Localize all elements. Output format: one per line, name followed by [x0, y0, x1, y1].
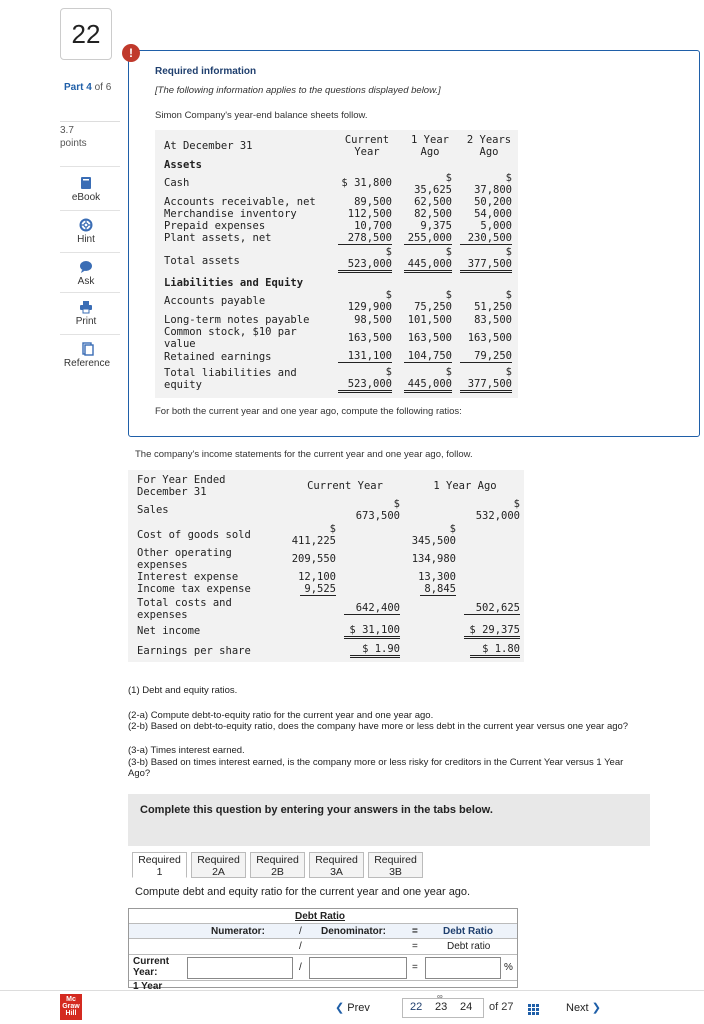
ar-c3: 50,200	[474, 196, 512, 208]
ap-c3: 51,250	[474, 301, 512, 313]
tab-required-2a[interactable]	[191, 852, 246, 878]
logo-line: Mc	[66, 996, 76, 1003]
ni-c1: $ 31,100	[344, 624, 400, 639]
ebook-button[interactable]	[60, 176, 112, 203]
reference-button[interactable]	[58, 342, 116, 369]
prepaid-c1: 10,700	[354, 220, 392, 232]
divider	[60, 252, 120, 253]
next-label: Next	[566, 1002, 589, 1014]
page-count: of 27	[489, 1001, 514, 1013]
tab-label: Required	[138, 854, 181, 866]
dollar-sign: $	[385, 366, 392, 378]
tc-label-1: Total costs and	[137, 597, 232, 609]
tax-c2: 8,845	[420, 583, 456, 596]
page-24[interactable]: 24	[460, 1001, 473, 1013]
oe-label-1: Other operating	[137, 547, 232, 559]
cogs-c1: 411,225	[291, 535, 336, 547]
question-1: (1) Debt and equity ratios.	[128, 685, 238, 696]
grid-view-icon[interactable]	[528, 1002, 539, 1013]
cs-label-1: Common stock, $10 par	[164, 326, 297, 338]
total-assets-c3: 377,500	[460, 258, 512, 273]
divider	[60, 292, 120, 293]
complete-instruction: Complete this question by entering your answers in the tabs below.	[128, 794, 650, 846]
printer-icon	[79, 300, 93, 314]
ltnp-c2: 101,500	[407, 314, 452, 326]
income-statement-intro: The company's income statements for the current year and one year ago, follow.	[135, 449, 473, 460]
row-label-current: Current	[133, 956, 170, 967]
dollar-sign: $	[505, 172, 512, 184]
tc-c1: 642,400	[344, 602, 400, 615]
ebook-label: eBook	[71, 192, 101, 203]
cash-c1: $ 31,800	[341, 177, 392, 189]
ask-button[interactable]	[60, 260, 112, 287]
alert-icon: !	[122, 44, 140, 62]
page-23[interactable]: 23	[435, 1001, 448, 1013]
tab-required-3b[interactable]	[368, 852, 423, 878]
divide-symbol: /	[299, 941, 302, 952]
percent-sign: %	[504, 962, 513, 973]
points-label: points	[60, 138, 87, 149]
tab-label: Required	[315, 854, 358, 866]
equals-symbol: =	[412, 962, 418, 973]
divider	[60, 210, 120, 211]
tab-required-1[interactable]	[132, 852, 187, 878]
cs-c3: 163,500	[467, 332, 512, 344]
result-header: Debt Ratio	[443, 926, 493, 937]
part-of: of 6	[94, 82, 112, 93]
tab-label: Required	[374, 854, 417, 866]
bs-col3-b: Ago	[479, 146, 499, 158]
question-2b: (2-b) Based on debt-to-equity ratio, does the company have more or less debt in the current year versus one year ago?	[128, 721, 629, 732]
dollar-sign: $	[449, 523, 456, 535]
points	[60, 124, 87, 150]
ni-c2: $ 29,375	[464, 624, 520, 639]
dollar-sign: $	[505, 366, 512, 378]
dollar-sign: $	[513, 498, 520, 510]
tab-required-2b[interactable]	[250, 852, 305, 878]
assets-heading: Assets	[164, 159, 202, 171]
bs-col1-a: Current	[344, 134, 390, 146]
footer-divider	[0, 990, 704, 991]
dollar-sign: $	[445, 366, 452, 378]
ar-label: Accounts receivable, net	[164, 196, 316, 208]
is-header-label-1: For Year Ended	[137, 474, 226, 486]
ltnp-label: Long-term notes payable	[164, 314, 310, 326]
dollar-sign: $	[393, 498, 400, 510]
dollar-sign: $	[329, 523, 336, 535]
inv-c1: 112,500	[347, 208, 392, 220]
is-header-label-2: December 31	[137, 486, 207, 498]
cash-c3: 37,800	[474, 184, 512, 196]
ie-c1: 12,100	[298, 571, 336, 583]
prev-button[interactable]	[335, 1001, 370, 1014]
question-3b-cont: Ago?	[128, 768, 151, 779]
tc-c2: 502,625	[464, 602, 520, 615]
denominator-header: Denominator:	[321, 926, 386, 937]
tax-label: Income tax expense	[137, 583, 251, 595]
tab-label: Required	[256, 854, 299, 866]
tc-label-2: expenses	[137, 609, 188, 621]
ratio-instruction: For both the current year and one year ago, compute the following ratios:	[155, 406, 462, 417]
plant-c1: 278,500	[338, 232, 392, 245]
current-ratio-input[interactable]	[425, 957, 501, 979]
divider	[60, 166, 120, 167]
required-info-title: Required information	[155, 66, 257, 77]
current-denominator-input[interactable]	[309, 957, 407, 979]
total-assets-c1: 523,000	[338, 258, 392, 273]
chat-bubble-icon	[79, 260, 93, 274]
prepaid-c2: 9,375	[420, 220, 452, 232]
dollar-sign: $	[385, 246, 392, 258]
is-col2-header: 1 Year Ago	[433, 480, 497, 492]
eps-c2: $ 1.80	[470, 643, 520, 658]
plant-c2: 255,000	[404, 232, 452, 245]
result-subheader: Debt ratio	[447, 941, 491, 952]
points-value: 3.7	[60, 125, 74, 136]
book-icon	[79, 176, 93, 190]
ie-label: Interest expense	[137, 571, 239, 583]
total-le-label-1: Total liabilities and	[164, 367, 297, 379]
eps-c1: $ 1.90	[350, 643, 400, 658]
equals-symbol: =	[412, 941, 418, 952]
inv-c2: 82,500	[414, 208, 452, 220]
debt-ratio-grid	[128, 908, 518, 992]
chevron-left-icon: ❮	[335, 1002, 345, 1014]
cogs-label: Cost of goods sold	[137, 529, 251, 541]
sales-c2: 532,000	[475, 510, 520, 522]
equals-symbol: =	[412, 926, 418, 937]
total-le-c3: 377,500	[460, 378, 512, 393]
prepaid-c3: 5,000	[480, 220, 512, 232]
cs-label-2: value	[164, 338, 196, 350]
grid-rule	[129, 938, 517, 939]
re-c3: 79,250	[460, 350, 512, 363]
grid-rule	[129, 954, 517, 955]
bs-header-label: At December 31	[164, 140, 253, 152]
bs-col2-b: Ago	[420, 146, 440, 158]
grid-rule	[129, 980, 517, 981]
row-label-prior: 1 Year	[133, 981, 163, 992]
tab-label: 2B	[271, 866, 284, 878]
ar-c2: 62,500	[414, 196, 452, 208]
tab-label: Required	[197, 854, 240, 866]
cs-c1: 163,500	[347, 332, 392, 344]
cogs-c2: 345,500	[411, 535, 456, 547]
reference-label: Reference	[63, 358, 111, 369]
tax-c1: 9,525	[300, 583, 336, 596]
compute-instruction: Compute debt and equity ratio for the current year and one year ago.	[135, 886, 471, 898]
ap-c2: 75,250	[414, 301, 452, 313]
question-number: 22	[60, 8, 112, 60]
chevron-right-icon: ❯	[591, 1002, 601, 1014]
eps-label: Earnings per share	[137, 645, 251, 657]
question-3b: (3-b) Based on times interest earned, is the company more or less risky for creditors in the Current Year versus 1 Year	[128, 757, 624, 768]
plant-c3: 230,500	[460, 232, 512, 245]
divide-symbol: /	[299, 926, 302, 937]
total-le-c1: 523,000	[338, 378, 392, 393]
inv-label: Merchandise inventory	[164, 208, 297, 220]
plant-label: Plant assets, net	[164, 232, 272, 244]
required-info-note: [The following information applies to the questions displayed below.]	[155, 85, 441, 96]
prepaid-label: Prepaid expenses	[164, 220, 266, 232]
total-assets-c2: 445,000	[404, 258, 452, 273]
tab-label: 2A	[212, 866, 225, 878]
hint-button[interactable]	[60, 218, 112, 245]
logo-line: Hill	[65, 1010, 77, 1017]
total-assets-label: Total assets	[164, 255, 240, 267]
ar-c1: 89,500	[354, 196, 392, 208]
tab-label: 3B	[389, 866, 402, 878]
ltnp-c1: 98,500	[354, 314, 392, 326]
next-button[interactable]	[566, 1001, 601, 1014]
reference-icon	[80, 342, 94, 356]
ie-c2: 13,300	[418, 571, 456, 583]
sales-label: Sales	[137, 504, 169, 516]
print-button[interactable]	[60, 300, 112, 327]
dollar-sign: $	[445, 246, 452, 258]
divider	[60, 334, 120, 335]
ap-c1: 129,900	[347, 301, 392, 313]
oe-label-2: expenses	[137, 559, 188, 571]
total-le-label-2: equity	[164, 379, 202, 391]
part-indicator	[64, 82, 111, 93]
inv-c3: 54,000	[474, 208, 512, 220]
ap-label: Accounts payable	[164, 295, 266, 307]
row-label-current-2: Year:	[133, 967, 158, 978]
re-c2: 104,750	[404, 350, 452, 363]
oe-c1: 209,550	[291, 553, 336, 565]
tab-required-3a[interactable]	[309, 852, 364, 878]
tab-label: 1	[156, 866, 163, 878]
sales-c1: 673,500	[355, 510, 400, 522]
ask-label: Ask	[77, 276, 95, 287]
bs-col1-b: Year	[354, 146, 380, 158]
divider	[60, 121, 120, 122]
numerator-header: Numerator:	[211, 926, 265, 937]
cash-c2: 35,625	[414, 184, 452, 196]
tab-label: 3A	[330, 866, 343, 878]
grid-title: Debt Ratio	[295, 911, 345, 922]
link-icon: ∞	[437, 992, 443, 1001]
divide-symbol: /	[299, 962, 302, 973]
oe-c2: 134,980	[411, 553, 456, 565]
cs-c2: 163,500	[407, 332, 452, 344]
liabilities-heading: Liabilities and Equity	[164, 277, 304, 289]
print-label: Print	[75, 316, 97, 327]
cash-label: Cash	[164, 177, 190, 189]
dollar-sign: $	[505, 289, 512, 301]
dollar-sign: $	[445, 172, 452, 184]
mcgraw-hill-logo	[60, 994, 82, 1020]
total-le-c2: 445,000	[404, 378, 452, 393]
bs-col2-a: 1 Year	[411, 134, 449, 146]
is-col1-header: Current Year	[307, 480, 383, 492]
balance-sheet-intro: Simon Company's year-end balance sheets follow.	[155, 110, 368, 121]
hint-label: Hint	[77, 234, 95, 245]
logo-line: Graw	[62, 1003, 80, 1010]
dollar-sign: $	[505, 246, 512, 258]
bs-col3-a: 2 Years	[466, 134, 512, 146]
question-3a: (3-a) Times interest earned.	[128, 745, 245, 756]
page-22[interactable]: 22	[410, 1001, 423, 1013]
current-numerator-input[interactable]	[187, 957, 293, 979]
dollar-sign: $	[385, 289, 392, 301]
lifebuoy-icon	[79, 218, 93, 232]
re-c1: 131,100	[338, 350, 392, 363]
ltnp-c3: 83,500	[474, 314, 512, 326]
dollar-sign: $	[445, 289, 452, 301]
ni-label: Net income	[137, 625, 201, 637]
part-label: Part 4	[64, 82, 92, 93]
re-label: Retained earnings	[164, 351, 272, 363]
prev-label: Prev	[347, 1002, 370, 1014]
question-2a: (2-a) Compute debt-to-equity ratio for the current year and one year ago.	[128, 710, 434, 721]
